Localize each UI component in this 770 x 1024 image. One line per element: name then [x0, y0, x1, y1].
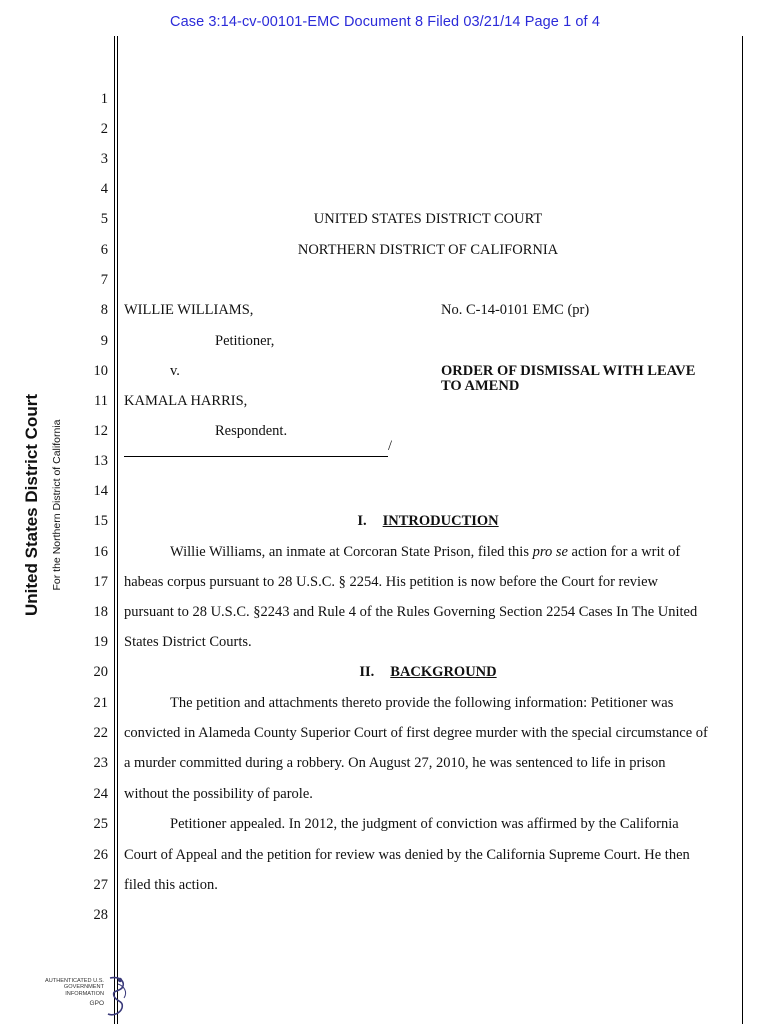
section-title: BACKGROUND: [390, 664, 497, 680]
left-margin-rule-inner: [117, 36, 118, 1024]
line-number: 26: [93, 847, 108, 863]
section-number: II.: [359, 664, 375, 680]
court-heading: UNITED STATES DISTRICT COURT: [313, 211, 543, 227]
gpo-authentication-seal: [42, 974, 132, 1018]
line-number: 19: [93, 634, 108, 650]
line-number: 24: [93, 786, 108, 802]
line-number: 3: [100, 151, 108, 167]
line-number: 20: [93, 664, 108, 680]
eagle-icon: [104, 974, 132, 1018]
line-number: 10: [93, 363, 108, 379]
petitioner-role: Petitioner,: [215, 333, 275, 349]
line-number: 13: [93, 453, 108, 469]
line-number: 27: [93, 877, 108, 893]
body-line-19: States District Courts.: [124, 634, 252, 650]
line-number: 15: [93, 513, 108, 529]
line-number: 17: [93, 574, 108, 590]
body-line-23: a murder committed during a robbery. On August 27, 2010, he was sentenced to life in prison: [124, 755, 666, 771]
line-number: 16: [93, 544, 108, 560]
body-line-26: Court of Appeal and the petition for review was denied by the California Supreme Court. He then: [124, 847, 690, 863]
body-line-22: convicted in Alameda County Superior Court of first degree murder with the special circumstance of: [124, 725, 708, 741]
order-title-line1: ORDER OF DISMISSAL WITH LEAVE: [441, 363, 696, 379]
body-line-27: filed this action.: [124, 877, 218, 893]
line-number: 21: [93, 695, 108, 711]
line-number: 8: [100, 302, 108, 318]
section-heading-background: [124, 664, 732, 681]
respondent-name: KAMALA HARRIS,: [124, 393, 248, 409]
line-number: 28: [93, 907, 108, 923]
line-number: 9: [100, 333, 108, 349]
body-line-17: habeas corpus pursuant to 28 U.S.C. § 2254. His petition is now before the Court for review: [124, 574, 658, 590]
case-header: Case 3:14-cv-00101-EMC Document 8 Filed 03/21/14 Page 1 of 4: [170, 14, 600, 30]
left-margin-rule-outer: [114, 36, 115, 1024]
seal-text: AUTHENTICATED U.S. GOVERNMENT INFORMATION: [45, 978, 104, 997]
versus: v.: [170, 363, 180, 379]
line-number: 12: [93, 423, 108, 439]
body-line-16: [170, 544, 680, 561]
order-title-line2: TO AMEND: [441, 378, 520, 394]
line-number: 1: [100, 91, 108, 107]
body-line-18: pursuant to 28 U.S.C. §2243 and Rule 4 of the Rules Governing Section 2254 Cases In The United: [124, 604, 698, 620]
body-line-21: The petition and attachments thereto provide the following information: Petitioner was: [170, 695, 674, 711]
body-line-24: without the possibility of parole.: [124, 786, 313, 802]
seal-agency: GPO: [89, 1000, 104, 1007]
section-number: I.: [357, 513, 367, 529]
line-number: 6: [100, 242, 108, 258]
sidebar-district: For the Northern District of California: [51, 419, 63, 591]
line-number: 18: [93, 604, 108, 620]
section-title: INTRODUCTION: [382, 513, 499, 529]
caption-slash: /: [388, 438, 393, 454]
line-number: 22: [93, 725, 108, 741]
body-text: Willie Williams, an inmate at Corcoran State Prison, filed this: [170, 544, 533, 560]
line-number: 4: [100, 181, 108, 197]
line-number: 23: [93, 755, 108, 771]
right-margin-rule: [742, 36, 743, 1024]
line-number: 5: [100, 211, 108, 227]
body-line-25: Petitioner appealed. In 2012, the judgment of conviction was affirmed by the California: [170, 816, 679, 832]
case-number: No. C-14-0101 EMC (pr): [441, 302, 590, 318]
section-heading-introduction: [124, 513, 732, 530]
sidebar-court-name: United States District Court: [22, 394, 41, 616]
line-number: 14: [93, 483, 108, 499]
line-number: 7: [100, 272, 108, 288]
italic-term: pro se: [532, 544, 568, 560]
line-number: 25: [93, 816, 108, 832]
respondent-role: Respondent.: [215, 423, 288, 439]
line-number: 11: [94, 393, 108, 409]
line-number: 2: [100, 121, 108, 137]
body-text: action for a writ of: [567, 544, 681, 560]
district-heading: NORTHERN DISTRICT OF CALIFORNIA: [297, 242, 559, 258]
caption-rule: [124, 456, 388, 457]
petitioner-name: WILLIE WILLIAMS,: [124, 302, 254, 318]
